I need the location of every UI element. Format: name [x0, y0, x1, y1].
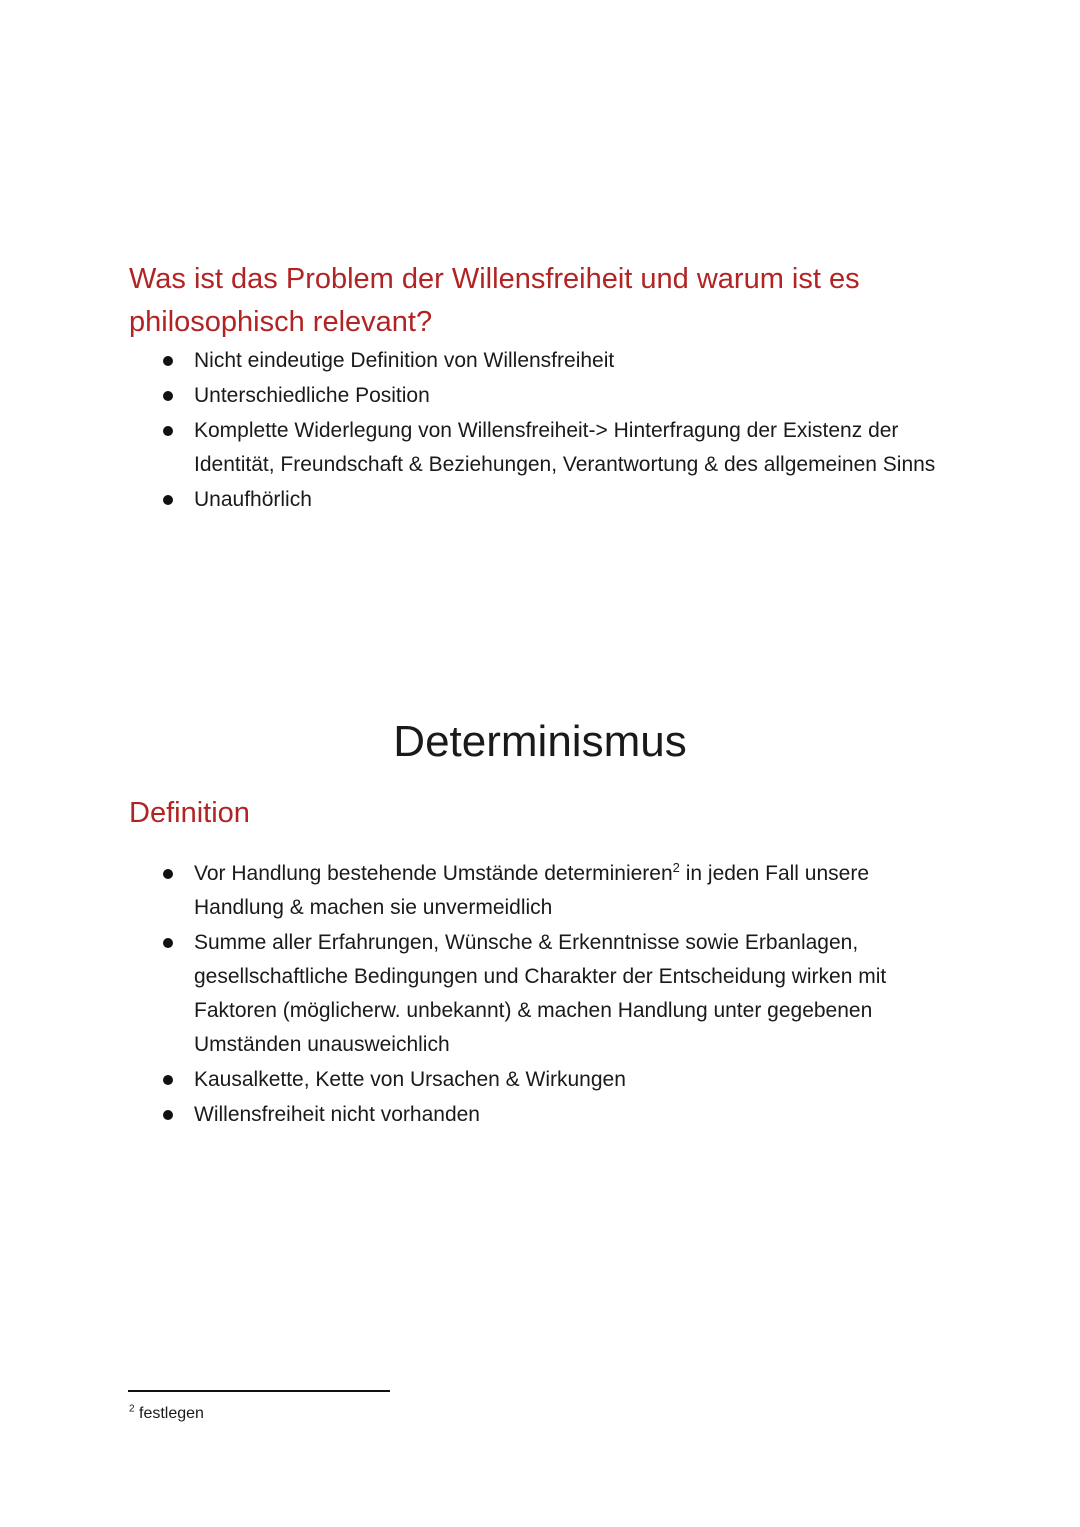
list-item: Unterschiedliche Position: [0, 379, 1080, 413]
bullet-icon: [163, 1075, 173, 1085]
footnote-divider: [128, 1390, 390, 1392]
footnote: [129, 1402, 204, 1426]
bullet-icon: [163, 391, 173, 401]
definition-bullet-list: [0, 857, 1080, 1133]
problem-bullet-list: [0, 344, 1080, 518]
list-item: Willensfreiheit nicht vorhanden: [0, 1098, 1080, 1132]
section-heading-definition: Definition: [129, 797, 250, 829]
list-item: Summe aller Erfahrungen, Wünsche & Erkenntnisse sowie Erbanlagen, gesellschaftliche Bedingungen und Charakter der Entscheidung wirken mit Faktoren (möglicherw. unbekannt) & machen Handlung unter gegebenen Umständen unausweichlich: [0, 926, 1080, 1062]
bullet-icon: [163, 426, 173, 436]
bullet-icon: [163, 356, 173, 366]
list-item: Unaufhörlich: [0, 483, 1080, 517]
bullet-icon: [163, 495, 173, 505]
bullet-icon: [163, 1110, 173, 1120]
footnote-reference[interactable]: 2: [672, 860, 680, 875]
list-item: Kausalkette, Kette von Ursachen & Wirkungen: [0, 1063, 1080, 1097]
bullet-icon: [163, 869, 173, 879]
footnote-marker: 2: [129, 1403, 135, 1415]
page-title: Determinismus: [393, 717, 687, 766]
list-item: Vor Handlung bestehende Umstände determinieren$^2$ in jeden Fall unsere Handlung & machen sie unvermeidlich: [0, 857, 1080, 925]
bullet-icon: [163, 938, 173, 948]
section-heading-problem: Was ist das Problem der Willensfreiheit und warum ist es philosophisch relevant?: [129, 263, 860, 338]
footnote-text: festlegen: [134, 1405, 204, 1422]
list-item: Komplette Widerlegung von Willensfreiheit-> Hinterfragung der Existenz der Identität, Freundschaft & Beziehungen, Verantwortung & des allgemeinen Sinns: [0, 414, 1080, 482]
list-item: Nicht eindeutige Definition von Willensfreiheit: [0, 344, 1080, 378]
